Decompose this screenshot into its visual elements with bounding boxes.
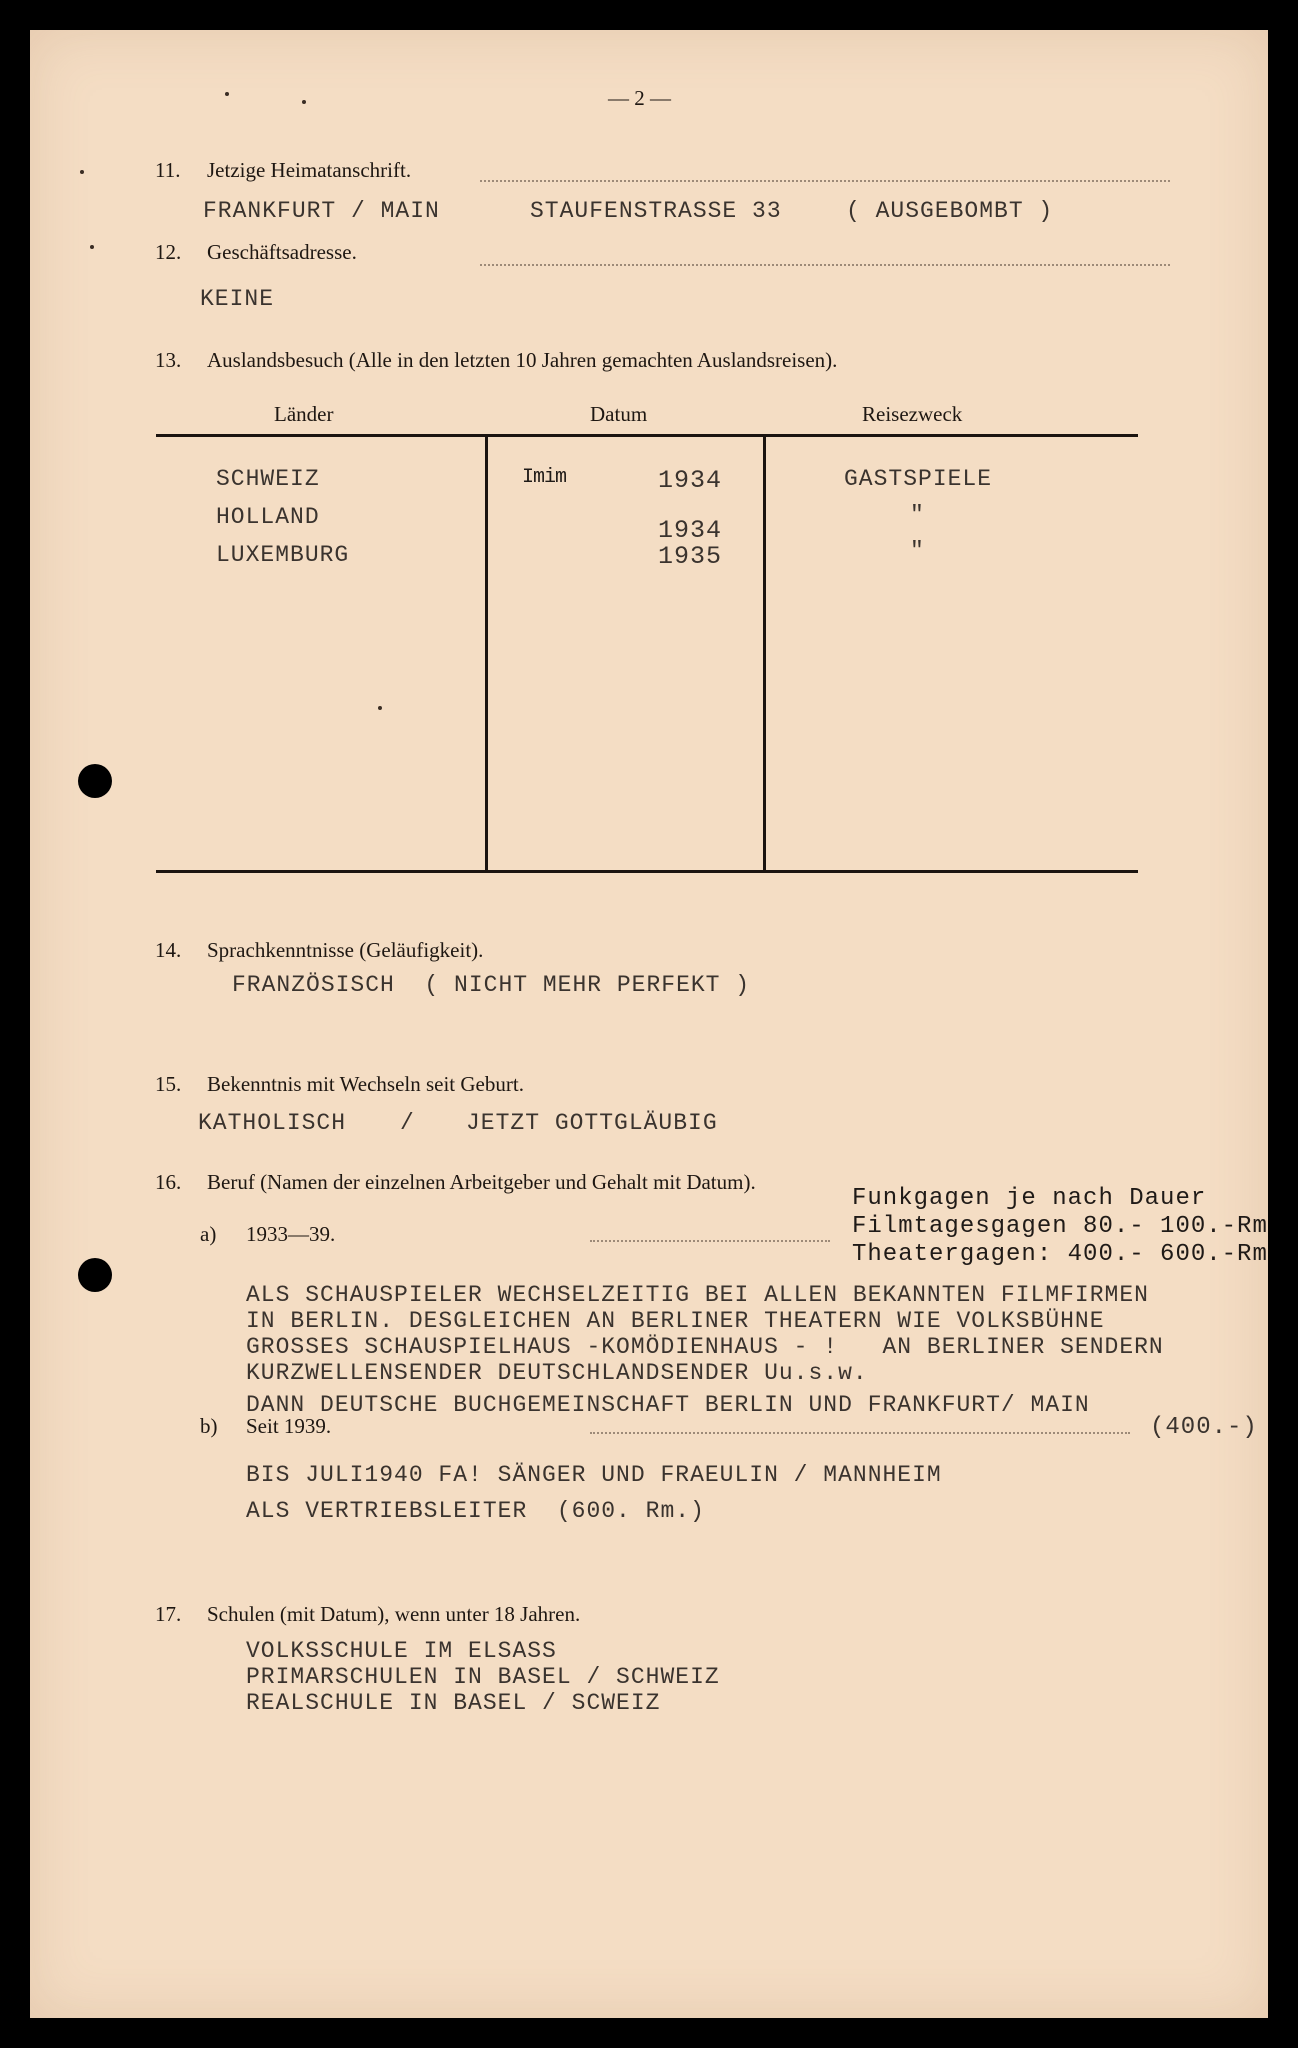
table-col-divider bbox=[485, 437, 488, 870]
job-a-line-4: KURZWELLENSENDER DEUTSCHLANDSENDER Uu.s.w. bbox=[246, 1360, 868, 1386]
speck bbox=[302, 100, 306, 104]
col-header-laender: Länder bbox=[274, 402, 334, 426]
country-2: HOLLAND bbox=[216, 504, 320, 530]
school-3: REALSCHULE IN BASEL / SCWEIZ bbox=[246, 1690, 661, 1716]
table-top-rule bbox=[156, 434, 1138, 437]
confession-b: JETZT GOTTGLÄUBIG bbox=[466, 1110, 718, 1136]
dotted-line bbox=[480, 264, 1170, 266]
business-address: KEINE bbox=[200, 286, 275, 312]
punch-hole-top bbox=[78, 764, 112, 798]
dotted-line bbox=[480, 180, 1170, 182]
school-1: VOLKSSCHULE IM ELSASS bbox=[246, 1638, 557, 1664]
section-17-label bbox=[155, 1602, 580, 1627]
date-2: 1934 bbox=[658, 516, 723, 545]
section-11-number: 11. bbox=[155, 158, 181, 182]
section-13-number: 13. bbox=[155, 348, 182, 372]
fee-line-3: Theatergagen: 400.- 600.-Rm bbox=[852, 1241, 1268, 1268]
speck bbox=[90, 245, 94, 249]
fee-line-1: Funkgagen je nach Dauer bbox=[852, 1185, 1207, 1212]
job-a-line-3: GROSSES SCHAUSPIELHAUS -KOMÖDIENHAUS - ! AN BERLINER SENDERN bbox=[246, 1334, 1164, 1360]
job-a-line-5: DANN DEUTSCHE BUCHGEMEINSCHAFT BERLIN UND FRANKFURT/ MAIN bbox=[246, 1392, 1090, 1418]
section-11-label bbox=[155, 158, 411, 183]
section-16-label bbox=[155, 1170, 756, 1195]
page-number: — 2 — bbox=[608, 86, 671, 110]
dotted-line bbox=[590, 1240, 830, 1242]
section-16-number: 16. bbox=[155, 1170, 182, 1194]
home-status: ( AUSGEBOMBT ) bbox=[846, 198, 1054, 224]
school-2: PRIMARSCHULEN IN BASEL / SCHWEIZ bbox=[246, 1664, 720, 1690]
section-17-title: Schulen (mit Datum), wenn unter 18 Jahren. bbox=[207, 1602, 581, 1626]
sub-a-period: 1933—39. bbox=[246, 1222, 336, 1246]
section-12-title: Geschäftsadresse. bbox=[207, 240, 357, 264]
section-14-label bbox=[155, 938, 483, 963]
job-b-line-1: BIS JULI1940 FA! SÄNGER UND FRAEULIN / MANNHEIM bbox=[246, 1462, 942, 1488]
purpose-1: GASTSPIELE bbox=[844, 466, 993, 492]
date-3: 1935 bbox=[658, 542, 723, 571]
speck bbox=[378, 706, 382, 710]
date-1: 1934 bbox=[658, 466, 723, 495]
speck bbox=[80, 170, 84, 174]
col-header-reisezweck: Reisezweck bbox=[862, 402, 963, 426]
section-15-label bbox=[155, 1072, 524, 1097]
job-a-line-2: IN BERLIN. DESGLEICHEN AN BERLINER THEATERN WIE VOLKSBÜHNE bbox=[246, 1308, 1105, 1334]
section-15-title: Bekenntnis mit Wechseln seit Geburt. bbox=[207, 1072, 524, 1096]
section-14-title: Sprachkenntnisse (Geläufigkeit). bbox=[207, 938, 484, 962]
languages: FRANZÖSISCH ( NICHT MEHR PERFEKT ) bbox=[232, 972, 751, 998]
sub-b-period: Seit 1939. bbox=[246, 1414, 332, 1438]
home-city: FRANKFURT / MAIN bbox=[203, 198, 440, 224]
speck bbox=[225, 92, 229, 96]
table-col-divider bbox=[763, 437, 766, 870]
purpose-2: " bbox=[910, 502, 925, 528]
dotted-line bbox=[590, 1432, 1130, 1434]
sub-b-label: b) bbox=[200, 1414, 218, 1438]
punch-hole-bottom bbox=[78, 1258, 112, 1292]
country-3: LUXEMBURG bbox=[216, 542, 350, 568]
job-a-line-1: ALS SCHAUSPIELER WECHSELZEITIG BEI ALLEN BEKANNTEN FILMFIRMEN bbox=[246, 1282, 1149, 1308]
confession-a: KATHOLISCH bbox=[198, 1110, 347, 1136]
salary-b: (400.-) bbox=[1150, 1414, 1258, 1441]
col-header-datum: Datum bbox=[590, 402, 648, 426]
section-15-number: 15. bbox=[155, 1072, 182, 1096]
confession-sep: / bbox=[400, 1110, 415, 1136]
section-16-title: Beruf (Namen der einzelnen Arbeitgeber und Gehalt mit Datum). bbox=[207, 1170, 756, 1194]
table-bottom-rule bbox=[156, 870, 1138, 873]
sub-a-label: a) bbox=[200, 1222, 217, 1246]
section-12-label bbox=[155, 240, 357, 265]
home-street: STAUFENSTRASSE 33 bbox=[530, 198, 782, 224]
struck-text: Imim bbox=[522, 466, 567, 489]
country-1: SCHWEIZ bbox=[216, 466, 320, 492]
document-page bbox=[30, 30, 1268, 2018]
purpose-3: " bbox=[910, 538, 925, 564]
section-14-number: 14. bbox=[155, 938, 182, 962]
job-b-line-2: ALS VERTRIEBSLEITER (600. Rm.) bbox=[246, 1498, 705, 1524]
section-12-number: 12. bbox=[155, 240, 182, 264]
section-17-number: 17. bbox=[155, 1602, 182, 1626]
section-13-title: Auslandsbesuch (Alle in den letzten 10 Jahren gemachten Auslandsreisen). bbox=[207, 348, 838, 372]
section-13-label bbox=[155, 348, 837, 373]
section-11-title: Jetzige Heimatanschrift. bbox=[207, 158, 412, 182]
fee-line-2: Filmtagesgagen 80.- 100.-Rm bbox=[852, 1213, 1268, 1240]
